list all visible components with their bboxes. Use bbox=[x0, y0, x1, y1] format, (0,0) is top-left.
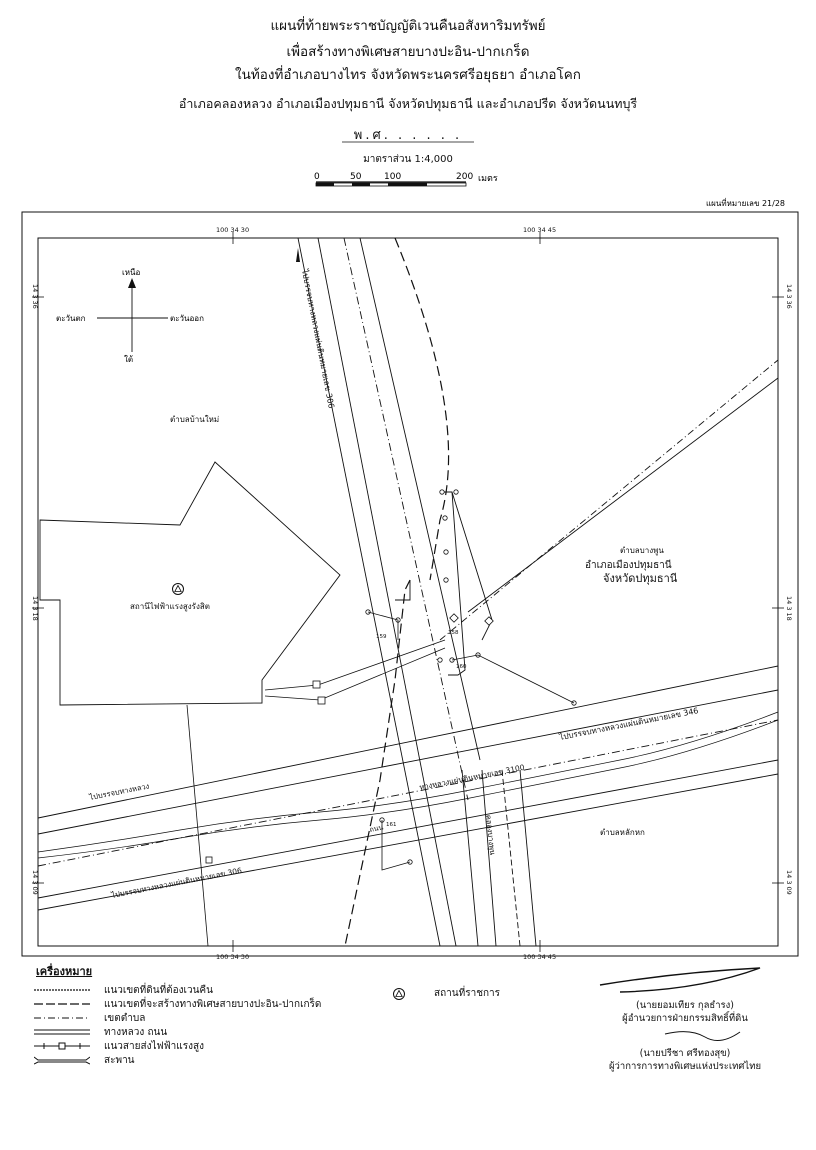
label-changwat: จังหวัดปทุมธานี bbox=[603, 572, 678, 585]
legend-label-government: สถานที่ราชการ bbox=[434, 988, 501, 999]
label-tambon-lak-hok: ตำบลหลักหก bbox=[600, 828, 645, 837]
legend-label-expressway: แนวเขตที่จะสร้างทางพิเศษสายบางปะอิน-ปากเกร็ด bbox=[104, 998, 322, 1010]
lat-label-low-right: 14 3 09 bbox=[785, 870, 793, 895]
signature-1-mark bbox=[600, 968, 760, 992]
lon-label-top-left: 100 34 30 bbox=[216, 226, 250, 234]
legend-label-road: ทางหลวง ถนน bbox=[104, 1026, 168, 1038]
label-power-station: สถานีไฟฟ้าแรงสูงรังสิต bbox=[130, 602, 210, 611]
scale-100: 100 bbox=[384, 172, 402, 182]
label-to-road-west: ไปบรรจบทางหลวง bbox=[88, 781, 151, 802]
legend-label-powerline: แนวสายส่งไฟฟ้าแรงสูง bbox=[104, 1040, 204, 1052]
signature-1-title: ผู้อำนวยการฝ่ายกรรมสิทธิ์ที่ดิน bbox=[622, 1013, 748, 1024]
label-amphoe-mueang: อำเภอเมืองปทุมธานี bbox=[585, 560, 672, 571]
lon-label-top-right: 100 34 45 bbox=[523, 226, 557, 234]
survey-nodes bbox=[366, 490, 576, 864]
scale-0: 0 bbox=[314, 172, 320, 182]
scale-200: 200 bbox=[456, 172, 474, 182]
compass-south: ใต้ bbox=[124, 355, 134, 364]
label-tambon-ban-mai: ตำบลบ้านใหม่ bbox=[170, 415, 220, 424]
label-klong-bang-phun: คลองบางพูน bbox=[484, 814, 498, 856]
lat-label-mid-left: 14 3 18 bbox=[31, 596, 39, 621]
label-tambon-bang-phun: ตำบลบางพูน bbox=[620, 546, 664, 555]
legend-item-tambon bbox=[34, 1012, 145, 1024]
lat-label-top-right: 14 3 36 bbox=[785, 284, 793, 309]
legend-label-expropriation: แนวเขตที่ดินที่ต้องเวนคืน bbox=[104, 984, 213, 996]
legend-item-expropriation bbox=[34, 984, 213, 996]
label-road-306-south: ไปบรรจบทางหลวงแผ่นดินหมายเลข 306 bbox=[110, 865, 243, 900]
label-point-161: 161 bbox=[386, 822, 397, 828]
scale-unit: เมตร bbox=[478, 174, 498, 184]
legend-item-bridge bbox=[34, 1054, 135, 1066]
label-point-160: 160 bbox=[456, 664, 467, 670]
title-line-1: แผนที่ท้ายพระราชบัญญัติเวนคืนอสังหาริมทรัพย์ bbox=[270, 18, 546, 34]
compass-west: ตะวันตก bbox=[56, 314, 86, 323]
legend-item-expressway bbox=[34, 998, 321, 1010]
signature-2-mark bbox=[665, 1032, 740, 1041]
signature-2-name: (นายปรีชา ศรีทองสุข) bbox=[639, 1048, 731, 1059]
compass-east: ตะวันออก bbox=[170, 314, 204, 323]
lat-label-mid-right: 14 3 18 bbox=[785, 596, 793, 621]
legend-label-bridge: สะพาน bbox=[104, 1054, 135, 1066]
title-line-3: ในท้องที่อำเภอบางไทร จังหวัดพระนครศรีอยุธยา อำเภอโคก bbox=[235, 67, 581, 83]
signature-1-name: (นายยอมเทียร กุลธำรง) bbox=[636, 1000, 734, 1011]
government-icon bbox=[392, 987, 406, 1001]
lon-label-bottom-right: 100 34 45 bbox=[523, 953, 557, 961]
government-place-icon bbox=[173, 584, 184, 595]
legend-title: เครื่องหมาย bbox=[36, 965, 93, 978]
scale-bar bbox=[314, 172, 498, 186]
scale-ratio: มาตราส่วน 1:4,000 bbox=[363, 154, 453, 165]
era-year: พ.ศ. . . . . . bbox=[353, 128, 463, 143]
legend-label-tambon: เขตตำบล bbox=[104, 1012, 146, 1024]
signature-2-title: ผู้ว่าการการทางพิเศษแห่งประเทศไทย bbox=[608, 1061, 762, 1072]
label-point-159: 159 bbox=[376, 634, 387, 640]
label-road-side: ถนน bbox=[368, 823, 384, 834]
legend-item-powerline bbox=[34, 1040, 204, 1052]
legend-item-government bbox=[392, 986, 500, 1001]
sheet-number: แผนที่หมายเลข 21/28 bbox=[706, 199, 786, 208]
compass-north: เหนือ bbox=[122, 268, 141, 277]
compass bbox=[56, 268, 204, 364]
label-road-3100: ทางหลวงแผ่นดินหมายเลข 3100 bbox=[418, 762, 526, 792]
legend-item-road bbox=[34, 1026, 167, 1038]
lat-label-low-left: 14 3 09 bbox=[31, 870, 39, 895]
tambon-boundary bbox=[440, 360, 778, 640]
lon-label-bottom-left: 100 34 30 bbox=[216, 953, 250, 961]
title-line-2: เพื่อสร้างทางพิเศษสายบางปะอิน-ปากเกร็ด bbox=[286, 44, 530, 60]
scale-50: 50 bbox=[350, 172, 362, 182]
label-road-306-north: ไปบรรจบทางหลวงแผ่นดินหมายเลข 306 bbox=[300, 268, 336, 410]
power-station-parcel bbox=[40, 462, 340, 705]
title-line-4: อำเภอคลองหลวง อำเภอเมืองปทุมธานี จังหวัดปทุมธานี และอำเภอปรีด จังหวัดนนทบุรี bbox=[178, 96, 638, 111]
lat-label-top-left: 14 3 36 bbox=[31, 284, 39, 309]
label-point-158: 158 bbox=[448, 630, 459, 636]
label-road-346: ไปบรรจบทางหลวงแผ่นดินหมายเลข 346 bbox=[558, 706, 700, 742]
